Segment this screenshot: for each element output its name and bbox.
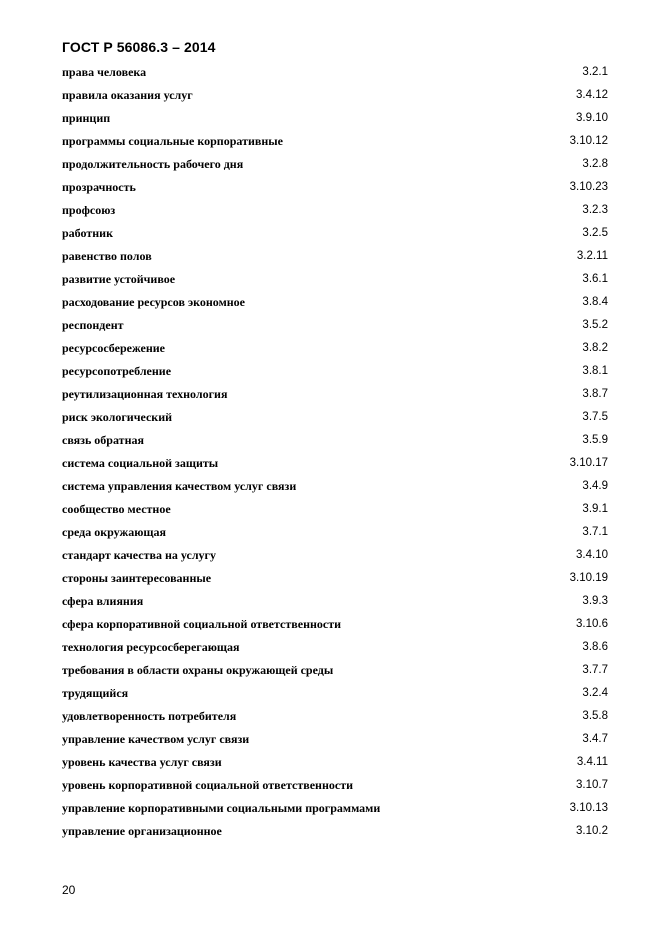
index-clause-number: 3.9.1 [582, 503, 608, 515]
index-clause-number: 3.5.8 [582, 710, 608, 722]
index-term: управление качеством услуг связи [62, 732, 250, 746]
index-entry [62, 499, 608, 522]
index-entry [62, 430, 608, 453]
index-clause-number: 3.7.7 [582, 664, 608, 676]
index-term: связь обратная [62, 433, 144, 447]
index-term: стандарт качества на услугу [62, 548, 217, 562]
index-term: равенство полов [62, 249, 152, 263]
index-term: профсоюз [62, 203, 116, 217]
index-clause-number: 3.4.12 [576, 89, 608, 101]
index-term: принцип [62, 111, 111, 125]
index-entry [62, 591, 608, 614]
index-term: развитие устойчивое [62, 272, 176, 286]
index-entry [62, 614, 608, 637]
index-clause-number: 3.10.23 [569, 181, 608, 193]
alphabetical-index-list [62, 62, 608, 844]
index-term: ресурсопотребление [62, 364, 172, 378]
index-clause-number: 3.10.7 [576, 779, 608, 791]
index-clause-number: 3.10.13 [569, 802, 608, 814]
index-term: реутилизационная технология [62, 387, 228, 401]
index-clause-number: 3.2.11 [576, 250, 608, 262]
index-entry [62, 315, 608, 338]
index-entry [62, 361, 608, 384]
index-clause-number: 3.4.9 [582, 480, 608, 492]
index-term: трудящийся [62, 686, 129, 700]
index-entry [62, 246, 608, 269]
index-clause-number: 3.2.4 [582, 687, 608, 699]
index-term: сфера влияния [62, 594, 144, 608]
index-entry [62, 269, 608, 292]
index-term: система социальной защиты [62, 456, 219, 470]
index-clause-number: 3.5.9 [582, 434, 608, 446]
index-entry [62, 545, 608, 568]
index-term: управление организационное [62, 824, 222, 838]
index-term: сфера корпоративной социальной ответственности [62, 617, 342, 631]
index-entry [62, 108, 608, 131]
index-term: управление корпоративными социальными программами [62, 801, 381, 815]
index-entry [62, 660, 608, 683]
index-clause-number: 3.8.2 [582, 342, 608, 354]
index-entry [62, 154, 608, 177]
index-entry [62, 821, 608, 844]
index-term: стороны заинтересованные [62, 571, 212, 585]
index-entry [62, 338, 608, 361]
index-clause-number: 3.2.1 [582, 66, 608, 78]
index-term: программы социальные корпоративные [62, 134, 283, 148]
index-entry [62, 729, 608, 752]
index-entry [62, 384, 608, 407]
index-clause-number: 3.4.11 [576, 756, 608, 768]
index-term: правила оказания услуг [62, 88, 193, 102]
index-entry [62, 476, 608, 499]
index-entry [62, 131, 608, 154]
index-entry [62, 637, 608, 660]
index-clause-number: 3.8.4 [582, 296, 608, 308]
index-clause-number: 3.2.5 [582, 227, 608, 239]
index-term: среда окружающая [62, 525, 167, 539]
index-term: риск экологический [62, 410, 173, 424]
index-term: уровень корпоративной социальной ответственности [62, 778, 354, 792]
index-term: продолжительность рабочего дня [62, 157, 244, 171]
index-clause-number: 3.10.2 [576, 825, 608, 837]
index-clause-number: 3.7.1 [582, 526, 608, 538]
index-term: технология ресурсосберегающая [62, 640, 240, 654]
index-clause-number: 3.2.3 [582, 204, 608, 216]
index-clause-number: 3.10.6 [576, 618, 608, 630]
index-entry [62, 522, 608, 545]
index-term: прозрачность [62, 180, 136, 194]
index-clause-number: 3.9.3 [582, 595, 608, 607]
index-clause-number: 3.6.1 [582, 273, 608, 285]
index-entry [62, 177, 608, 200]
index-entry [62, 752, 608, 775]
index-clause-number: 3.9.10 [576, 112, 608, 124]
index-entry [62, 223, 608, 246]
index-clause-number: 3.10.12 [569, 135, 608, 147]
index-clause-number: 3.8.7 [582, 388, 608, 400]
index-entry [62, 775, 608, 798]
index-entry [62, 292, 608, 315]
index-clause-number: 3.4.7 [582, 733, 608, 745]
index-term: сообщество местное [62, 502, 171, 516]
index-entry [62, 798, 608, 821]
index-clause-number: 3.10.17 [569, 457, 608, 469]
index-clause-number: 3.8.6 [582, 641, 608, 653]
index-entry [62, 85, 608, 108]
index-clause-number: 3.2.8 [582, 158, 608, 170]
index-clause-number: 3.8.1 [582, 365, 608, 377]
index-term: удовлетворенность потребителя [62, 709, 237, 723]
index-entry [62, 407, 608, 430]
index-term: права человека [62, 65, 147, 79]
index-clause-number: 3.4.10 [576, 549, 608, 561]
index-term: ресурсосбережение [62, 341, 165, 355]
index-entry [62, 453, 608, 476]
index-entry [62, 683, 608, 706]
index-clause-number: 3.10.19 [569, 572, 608, 584]
index-term: респондент [62, 318, 124, 332]
index-clause-number: 3.7.5 [582, 411, 608, 423]
index-entry [62, 62, 608, 85]
page-number: 20 [62, 883, 76, 897]
index-term: работник [62, 226, 113, 240]
index-term: уровень качества услуг связи [62, 755, 222, 769]
index-term: расходование ресурсов экономное [62, 295, 245, 309]
index-term: требования в области охраны окружающей среды [62, 663, 334, 677]
index-clause-number: 3.5.2 [582, 319, 608, 331]
index-entry [62, 200, 608, 223]
index-entry [62, 706, 608, 729]
index-term: система управления качеством услуг связи [62, 479, 297, 493]
document-header: ГОСТ Р 56086.3 – 2014 [62, 39, 216, 55]
index-entry [62, 568, 608, 591]
